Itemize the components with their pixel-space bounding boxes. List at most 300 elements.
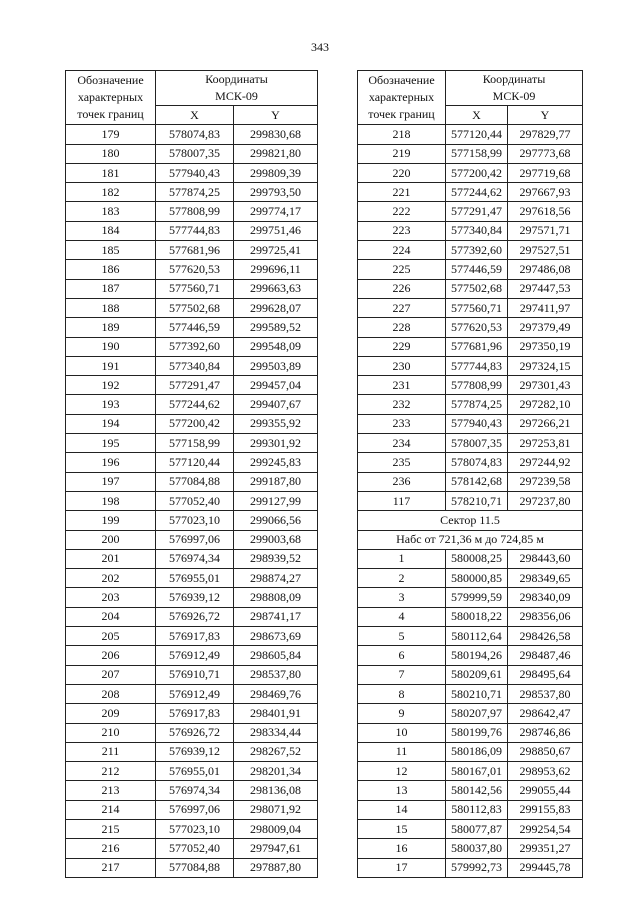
coord-x: 577023,10 [156, 819, 234, 838]
table-row [358, 453, 583, 472]
point-number: 206 [66, 646, 156, 665]
coordinates-table-left [65, 70, 318, 878]
coord-x: 577392,60 [156, 337, 234, 356]
coord-y: 297379,49 [508, 318, 583, 337]
coord-y: 298808,09 [234, 588, 318, 607]
coord-x: 576997,06 [156, 530, 234, 549]
coord-x: 580186,09 [446, 742, 508, 761]
coord-y: 298136,08 [234, 781, 318, 800]
table-row [66, 434, 318, 453]
coord-y: 297237,80 [508, 491, 583, 510]
point-number: 11 [358, 742, 446, 761]
coord-x: 576912,49 [156, 646, 234, 665]
coord-y: 298356,06 [508, 607, 583, 626]
point-number: 234 [358, 434, 446, 453]
coord-x: 577681,96 [156, 241, 234, 260]
coord-y: 297301,43 [508, 376, 583, 395]
table-row [66, 607, 318, 626]
point-number: 17 [358, 858, 446, 877]
coord-x: 577244,62 [446, 183, 508, 202]
point-number: 224 [358, 241, 446, 260]
coord-x: 576917,83 [156, 627, 234, 646]
coord-x: 577502,68 [446, 279, 508, 298]
point-number: 16 [358, 839, 446, 858]
point-number: 191 [66, 356, 156, 375]
point-number: 230 [358, 356, 446, 375]
point-number: 187 [66, 279, 156, 298]
table-row [358, 472, 583, 491]
coord-x: 577808,99 [446, 376, 508, 395]
table-row [358, 781, 583, 800]
coord-y: 298401,91 [234, 704, 318, 723]
table-row [358, 723, 583, 742]
coord-y: 298537,80 [508, 684, 583, 703]
table-row [358, 607, 583, 626]
table-body-left [66, 125, 318, 878]
coord-x: 580077,87 [446, 819, 508, 838]
table-row [358, 839, 583, 858]
coord-x: 580018,22 [446, 607, 508, 626]
table-row [66, 260, 318, 279]
coord-x: 577120,44 [156, 453, 234, 472]
coord-y: 299457,04 [234, 376, 318, 395]
table-body-right-a [358, 125, 583, 511]
coord-y: 297447,53 [508, 279, 583, 298]
point-number: 229 [358, 337, 446, 356]
point-number: 215 [66, 819, 156, 838]
table-row [66, 704, 318, 723]
header-point-designation: Обозначение характерных точек границ [358, 71, 446, 125]
point-number: 7 [358, 665, 446, 684]
coord-x: 578142,68 [446, 472, 508, 491]
table-row [358, 549, 583, 568]
coord-y: 297719,68 [508, 163, 583, 182]
sector-subtitle: Набс от 721,36 м до 724,85 м [358, 530, 583, 549]
table-row [66, 279, 318, 298]
point-number: 211 [66, 742, 156, 761]
table-row [66, 318, 318, 337]
coord-y: 298741,17 [234, 607, 318, 626]
coord-y: 299663,63 [234, 279, 318, 298]
table-row [66, 723, 318, 742]
table-row [358, 125, 583, 144]
coord-x: 577084,88 [156, 858, 234, 877]
table-row [358, 569, 583, 588]
coord-y: 297324,15 [508, 356, 583, 375]
coord-x: 578074,83 [446, 453, 508, 472]
coord-y: 297571,71 [508, 221, 583, 240]
header-y: Y [508, 106, 583, 125]
coord-y: 299003,68 [234, 530, 318, 549]
coord-y: 298605,84 [234, 646, 318, 665]
point-number: 209 [66, 704, 156, 723]
point-number: 190 [66, 337, 156, 356]
coord-y: 298426,58 [508, 627, 583, 646]
coord-y: 298201,34 [234, 762, 318, 781]
coord-y: 299725,41 [234, 241, 318, 260]
coord-x: 577446,59 [446, 260, 508, 279]
coord-x: 577052,40 [156, 839, 234, 858]
point-number: 10 [358, 723, 446, 742]
coord-y: 299127,99 [234, 491, 318, 510]
coord-y: 298850,67 [508, 742, 583, 761]
table-row [358, 376, 583, 395]
coord-y: 298349,65 [508, 569, 583, 588]
point-number: 2 [358, 569, 446, 588]
coord-x: 580194,26 [446, 646, 508, 665]
coord-x: 578210,71 [446, 491, 508, 510]
coord-y: 299821,80 [234, 144, 318, 163]
point-number: 226 [358, 279, 446, 298]
coord-y: 298487,46 [508, 646, 583, 665]
table-row [358, 356, 583, 375]
point-number: 8 [358, 684, 446, 703]
table-row [358, 588, 583, 607]
coord-y: 298443,60 [508, 549, 583, 568]
table-row [358, 163, 583, 182]
point-number: 185 [66, 241, 156, 260]
coordinates-table-right [357, 70, 583, 878]
table-row [66, 742, 318, 761]
header-coordinates: Координаты МСК-09 [446, 71, 583, 106]
point-number: 217 [66, 858, 156, 877]
coord-y: 297282,10 [508, 395, 583, 414]
coord-y: 299301,92 [234, 434, 318, 453]
coord-x: 576926,72 [156, 723, 234, 742]
coord-x: 577052,40 [156, 491, 234, 510]
point-number: 233 [358, 414, 446, 433]
table-row [358, 144, 583, 163]
coord-y: 299696,11 [234, 260, 318, 279]
coord-y: 299055,44 [508, 781, 583, 800]
coord-y: 298334,44 [234, 723, 318, 742]
sector-header [358, 511, 583, 550]
coord-y: 297773,68 [508, 144, 583, 163]
coord-x: 578074,83 [156, 125, 234, 144]
coord-x: 576997,06 [156, 800, 234, 819]
coord-x: 579999,59 [446, 588, 508, 607]
coord-y: 298746,86 [508, 723, 583, 742]
coord-y: 299351,27 [508, 839, 583, 858]
table-row [358, 665, 583, 684]
coord-x: 577620,53 [446, 318, 508, 337]
point-number: 196 [66, 453, 156, 472]
coord-y: 297829,77 [508, 125, 583, 144]
coord-y: 299751,46 [234, 221, 318, 240]
coord-x: 577502,68 [156, 298, 234, 317]
table-row [358, 627, 583, 646]
table-row [358, 800, 583, 819]
coord-x: 577808,99 [156, 202, 234, 221]
point-number: 221 [358, 183, 446, 202]
point-number: 213 [66, 781, 156, 800]
point-number: 6 [358, 646, 446, 665]
point-number: 199 [66, 511, 156, 530]
point-number: 223 [358, 221, 446, 240]
point-number: 5 [358, 627, 446, 646]
coord-x: 577744,83 [446, 356, 508, 375]
point-number: 216 [66, 839, 156, 858]
point-number: 184 [66, 221, 156, 240]
point-number: 203 [66, 588, 156, 607]
table-row [66, 627, 318, 646]
point-number: 198 [66, 491, 156, 510]
coord-x: 576910,71 [156, 665, 234, 684]
coord-x: 577158,99 [446, 144, 508, 163]
coord-y: 297411,97 [508, 298, 583, 317]
point-number: 117 [358, 491, 446, 510]
point-number: 219 [358, 144, 446, 163]
point-number: 188 [66, 298, 156, 317]
table-row [358, 762, 583, 781]
coord-y: 298267,52 [234, 742, 318, 761]
coord-x: 577392,60 [446, 241, 508, 260]
coord-y: 297486,08 [508, 260, 583, 279]
coord-x: 576912,49 [156, 684, 234, 703]
coord-x: 576974,34 [156, 549, 234, 568]
coord-x: 577120,44 [446, 125, 508, 144]
coord-y: 297244,92 [508, 453, 583, 472]
point-number: 228 [358, 318, 446, 337]
point-number: 227 [358, 298, 446, 317]
table-row [66, 665, 318, 684]
point-number: 214 [66, 800, 156, 819]
header-point-designation: Обозначение характерных точек границ [66, 71, 156, 125]
coord-y: 298642,47 [508, 704, 583, 723]
coord-y: 299245,83 [234, 453, 318, 472]
coord-y: 299589,52 [234, 318, 318, 337]
header-x: X [156, 106, 234, 125]
point-number: 235 [358, 453, 446, 472]
table-row [358, 279, 583, 298]
coord-x: 580037,80 [446, 839, 508, 858]
coord-x: 578007,35 [156, 144, 234, 163]
coord-y: 298953,62 [508, 762, 583, 781]
coord-y: 299187,80 [234, 472, 318, 491]
table-row [66, 376, 318, 395]
coord-x: 577446,59 [156, 318, 234, 337]
coord-y: 299355,92 [234, 414, 318, 433]
coord-x: 577940,43 [156, 163, 234, 182]
table-row [66, 144, 318, 163]
coord-x: 580199,76 [446, 723, 508, 742]
point-number: 218 [358, 125, 446, 144]
coord-y: 297527,51 [508, 241, 583, 260]
coord-x: 580142,56 [446, 781, 508, 800]
table-row [358, 260, 583, 279]
coord-x: 580210,71 [446, 684, 508, 703]
table-body-right-b [358, 549, 583, 877]
point-number: 225 [358, 260, 446, 279]
coord-y: 299254,54 [508, 819, 583, 838]
point-number: 202 [66, 569, 156, 588]
coord-x: 576955,01 [156, 762, 234, 781]
table-row [66, 781, 318, 800]
coord-y: 299774,17 [234, 202, 318, 221]
coord-y: 299628,07 [234, 298, 318, 317]
point-number: 231 [358, 376, 446, 395]
point-number: 194 [66, 414, 156, 433]
table-row [66, 762, 318, 781]
coord-x: 579992,73 [446, 858, 508, 877]
coord-x: 577560,71 [446, 298, 508, 317]
table-row [358, 414, 583, 433]
table-row [358, 434, 583, 453]
coord-x: 580167,01 [446, 762, 508, 781]
point-number: 197 [66, 472, 156, 491]
coord-y: 297887,80 [234, 858, 318, 877]
table-row [66, 491, 318, 510]
coord-x: 577340,84 [156, 356, 234, 375]
table-row [358, 183, 583, 202]
coord-x: 577291,47 [156, 376, 234, 395]
coord-y: 299548,09 [234, 337, 318, 356]
coord-x: 577940,43 [446, 414, 508, 433]
coord-y: 299445,78 [508, 858, 583, 877]
coord-x: 577291,47 [446, 202, 508, 221]
coord-x: 576917,83 [156, 704, 234, 723]
table-row [358, 742, 583, 761]
page-number: 343 [311, 40, 329, 54]
coord-x: 577023,10 [156, 511, 234, 530]
coord-y: 299793,50 [234, 183, 318, 202]
table-row [66, 858, 318, 877]
coord-y: 299407,67 [234, 395, 318, 414]
coord-y: 299503,89 [234, 356, 318, 375]
coord-x: 577200,42 [156, 414, 234, 433]
table-row [66, 588, 318, 607]
point-number: 15 [358, 819, 446, 838]
table-row [66, 453, 318, 472]
point-number: 193 [66, 395, 156, 414]
point-number: 189 [66, 318, 156, 337]
point-number: 212 [66, 762, 156, 781]
coord-x: 577200,42 [446, 163, 508, 182]
table-row [66, 472, 318, 491]
point-number: 183 [66, 202, 156, 221]
table-row [66, 684, 318, 703]
point-number: 14 [358, 800, 446, 819]
coord-x: 577158,99 [156, 434, 234, 453]
point-number: 182 [66, 183, 156, 202]
table-row [358, 819, 583, 838]
table-row [358, 337, 583, 356]
coord-y: 298673,69 [234, 627, 318, 646]
table-row [66, 800, 318, 819]
point-number: 208 [66, 684, 156, 703]
table-row [66, 298, 318, 317]
coord-y: 298939,52 [234, 549, 318, 568]
table-row [66, 221, 318, 240]
coord-y: 299066,56 [234, 511, 318, 530]
sector-title: Сектор 11.5 [358, 511, 583, 530]
coord-x: 577560,71 [156, 279, 234, 298]
coord-y: 298469,76 [234, 684, 318, 703]
coord-y: 297266,21 [508, 414, 583, 433]
coord-x: 576939,12 [156, 588, 234, 607]
point-number: 220 [358, 163, 446, 182]
table-row [66, 839, 318, 858]
table-row [66, 183, 318, 202]
coord-y: 297667,93 [508, 183, 583, 202]
table-row [66, 395, 318, 414]
coord-x: 577874,25 [446, 395, 508, 414]
coord-x: 577744,83 [156, 221, 234, 240]
table-row [358, 318, 583, 337]
table-row [66, 202, 318, 221]
point-number: 186 [66, 260, 156, 279]
point-number: 200 [66, 530, 156, 549]
coord-x: 577084,88 [156, 472, 234, 491]
point-number: 207 [66, 665, 156, 684]
coord-x: 577620,53 [156, 260, 234, 279]
table-row [66, 819, 318, 838]
table-row [358, 241, 583, 260]
coord-x: 580112,64 [446, 627, 508, 646]
table-row [66, 549, 318, 568]
coord-x: 576939,12 [156, 742, 234, 761]
point-number: 192 [66, 376, 156, 395]
point-number: 13 [358, 781, 446, 800]
coord-x: 580112,83 [446, 800, 508, 819]
table-row [66, 646, 318, 665]
header-coordinates: Координаты МСК-09 [156, 71, 318, 106]
coord-y: 298340,09 [508, 588, 583, 607]
table-row [66, 356, 318, 375]
table-row [358, 298, 583, 317]
table-row [66, 125, 318, 144]
table-row [358, 395, 583, 414]
point-number: 1 [358, 549, 446, 568]
table-row [358, 491, 583, 510]
point-number: 3 [358, 588, 446, 607]
point-number: 179 [66, 125, 156, 144]
coord-x: 577681,96 [446, 337, 508, 356]
point-number: 236 [358, 472, 446, 491]
coord-x: 580000,85 [446, 569, 508, 588]
coord-y: 298495,64 [508, 665, 583, 684]
point-number: 181 [66, 163, 156, 182]
coord-y: 297350,19 [508, 337, 583, 356]
coord-y: 297239,58 [508, 472, 583, 491]
coord-y: 298071,92 [234, 800, 318, 819]
point-number: 210 [66, 723, 156, 742]
coord-y: 297253,81 [508, 434, 583, 453]
point-number: 201 [66, 549, 156, 568]
point-number: 180 [66, 144, 156, 163]
table-row [66, 569, 318, 588]
table-row [66, 511, 318, 530]
header-x: X [446, 106, 508, 125]
table-row [358, 858, 583, 877]
table-row [66, 163, 318, 182]
coord-y: 298009,04 [234, 819, 318, 838]
coord-x: 577874,25 [156, 183, 234, 202]
coord-x: 580207,97 [446, 704, 508, 723]
coord-y: 299155,83 [508, 800, 583, 819]
coord-x: 576955,01 [156, 569, 234, 588]
point-number: 195 [66, 434, 156, 453]
point-number: 205 [66, 627, 156, 646]
point-number: 204 [66, 607, 156, 626]
coord-x: 576974,34 [156, 781, 234, 800]
table-row [358, 202, 583, 221]
coord-x: 576926,72 [156, 607, 234, 626]
coord-y: 298537,80 [234, 665, 318, 684]
point-number: 222 [358, 202, 446, 221]
table-row [66, 241, 318, 260]
coord-y: 298874,27 [234, 569, 318, 588]
